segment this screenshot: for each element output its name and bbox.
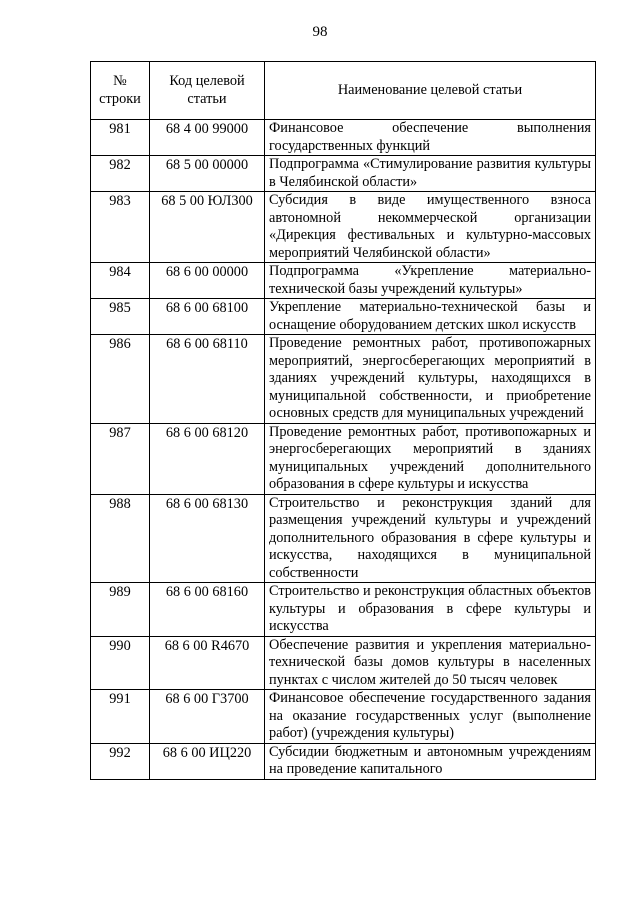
table-row [91, 156, 596, 192]
target-code-cell: 68 6 00 Г3700 [150, 690, 265, 744]
target-name-cell: Субсидии бюджетным и автономным учреждениям на проведение капитального [265, 743, 596, 779]
target-name-cell: Проведение ремонтных работ, противопожарных и энергосберегающих мероприятий в зданиях муниципальных учреждений дополнительного образования в сфере культуры и искусства [265, 423, 596, 494]
row-number-cell: 985 [91, 299, 150, 335]
table-header-row [91, 62, 596, 120]
table-row [91, 743, 596, 779]
target-code-cell: 68 6 00 68160 [150, 583, 265, 637]
row-number-cell: 990 [91, 636, 150, 690]
target-name-cell: Проведение ремонтных работ, противопожарных мероприятий, энергосберегающих мероприятий в зданиях учреждений культуры, находящихся в муниципальной собственности, и приобретение основных средств для муниципальных учреждений [265, 335, 596, 424]
table-row [91, 636, 596, 690]
table-row [91, 690, 596, 744]
row-number-cell: 991 [91, 690, 150, 744]
table-row [91, 120, 596, 156]
row-number-cell: 989 [91, 583, 150, 637]
table-row [91, 299, 596, 335]
row-number-cell: 982 [91, 156, 150, 192]
target-name-cell: Субсидия в виде имущественного взноса автономной некоммерческой организации «Дирекция фестивальных и культурно-массовых мероприятий Челябинской области» [265, 192, 596, 263]
target-code-cell: 68 6 00 68130 [150, 494, 265, 583]
target-name-cell: Строительство и реконструкция областных объектов культуры и образования в сфере культуры и искусства [265, 583, 596, 637]
row-number-cell: 992 [91, 743, 150, 779]
table-row [91, 494, 596, 583]
target-code-cell: 68 6 00 68120 [150, 423, 265, 494]
target-code-cell: 68 6 00 68110 [150, 335, 265, 424]
row-number-cell: 986 [91, 335, 150, 424]
page-number: 98 [312, 24, 328, 40]
header-row-number: № строки [91, 62, 150, 120]
target-code-cell: 68 5 00 00000 [150, 156, 265, 192]
target-name-cell: Подпрограмма «Укрепление материально-технической базы учреждений культуры» [265, 263, 596, 299]
table-row [91, 192, 596, 263]
target-name-cell: Финансовое обеспечение государственного задания на оказание государственных услуг (выполнение работ) (учреждения культуры) [265, 690, 596, 744]
header-target-name: Наименование целевой статьи [265, 62, 596, 120]
target-name-cell: Строительство и реконструкция зданий для размещения учреждений культуры и учреждений дополнительного образования в сфере культуры и искусства, находящихся в муниципальной собственности [265, 494, 596, 583]
row-number-cell: 988 [91, 494, 150, 583]
target-code-cell: 68 6 00 ИЦ220 [150, 743, 265, 779]
target-articles-table [90, 61, 596, 780]
table-row [91, 335, 596, 424]
target-code-cell: 68 6 00 00000 [150, 263, 265, 299]
target-code-cell: 68 6 00 R4670 [150, 636, 265, 690]
row-number-cell: 983 [91, 192, 150, 263]
target-name-cell: Подпрограмма «Стимулирование развития культуры в Челябинской области» [265, 156, 596, 192]
row-number-cell: 981 [91, 120, 150, 156]
target-code-cell: 68 5 00 ЮЛ300 [150, 192, 265, 263]
header-target-code: Код целевой статьи [150, 62, 265, 120]
target-name-cell: Финансовое обеспечение выполнения государственных функций [265, 120, 596, 156]
table-row [91, 583, 596, 637]
table-row [91, 423, 596, 494]
row-number-cell: 984 [91, 263, 150, 299]
target-name-cell: Укрепление материально-технической базы и оснащение оборудованием детских школ искусств [265, 299, 596, 335]
target-name-cell: Обеспечение развития и укрепления материально-технической базы домов культуры в населенных пунктах с числом жителей до 50 тысяч человек [265, 636, 596, 690]
target-code-cell: 68 6 00 68100 [150, 299, 265, 335]
table-row [91, 263, 596, 299]
target-code-cell: 68 4 00 99000 [150, 120, 265, 156]
row-number-cell: 987 [91, 423, 150, 494]
